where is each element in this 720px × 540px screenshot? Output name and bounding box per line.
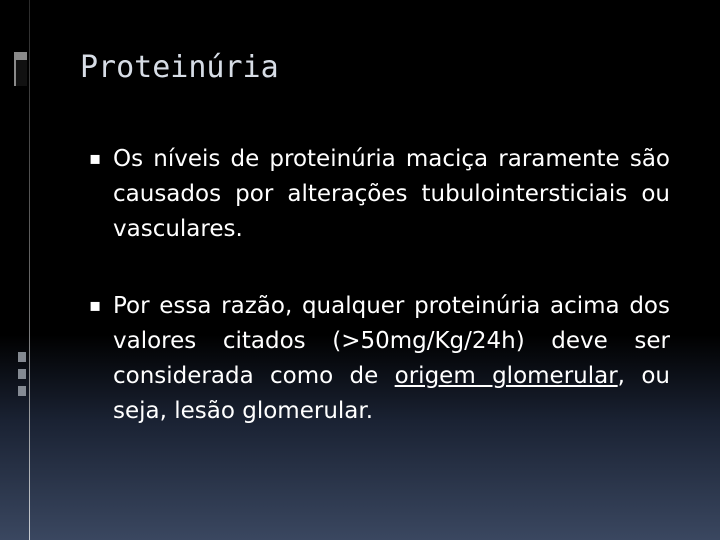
side-decoration — [18, 352, 26, 403]
bullet-text: Por essa razão, qualquer proteinúria acima dos valores citados (>50mg/Kg/24h) deve ser considerada como de — [113, 293, 670, 389]
side-decoration-square — [18, 369, 26, 379]
left-vertical-rule — [29, 0, 30, 540]
slide-title: Proteinúria — [80, 50, 279, 85]
bullet-item — [88, 142, 670, 247]
square-bullet-icon: ▪ — [89, 148, 102, 169]
side-decoration-square — [18, 352, 26, 362]
bullet-item — [88, 289, 670, 429]
bullet-text-underlined: origem glomerular — [394, 363, 618, 389]
bullet-text: Os níveis de proteinúria maciça raramente são causados por alterações tubulointersticiais ou vasculares. — [113, 146, 670, 242]
square-bullet-icon: ▪ — [89, 295, 102, 316]
side-decoration-square — [18, 386, 26, 396]
bullet-text: , ou seja, lesão glomerular. — [113, 363, 670, 424]
bullet-list — [88, 142, 670, 471]
title-accent-block-inner — [16, 60, 27, 86]
